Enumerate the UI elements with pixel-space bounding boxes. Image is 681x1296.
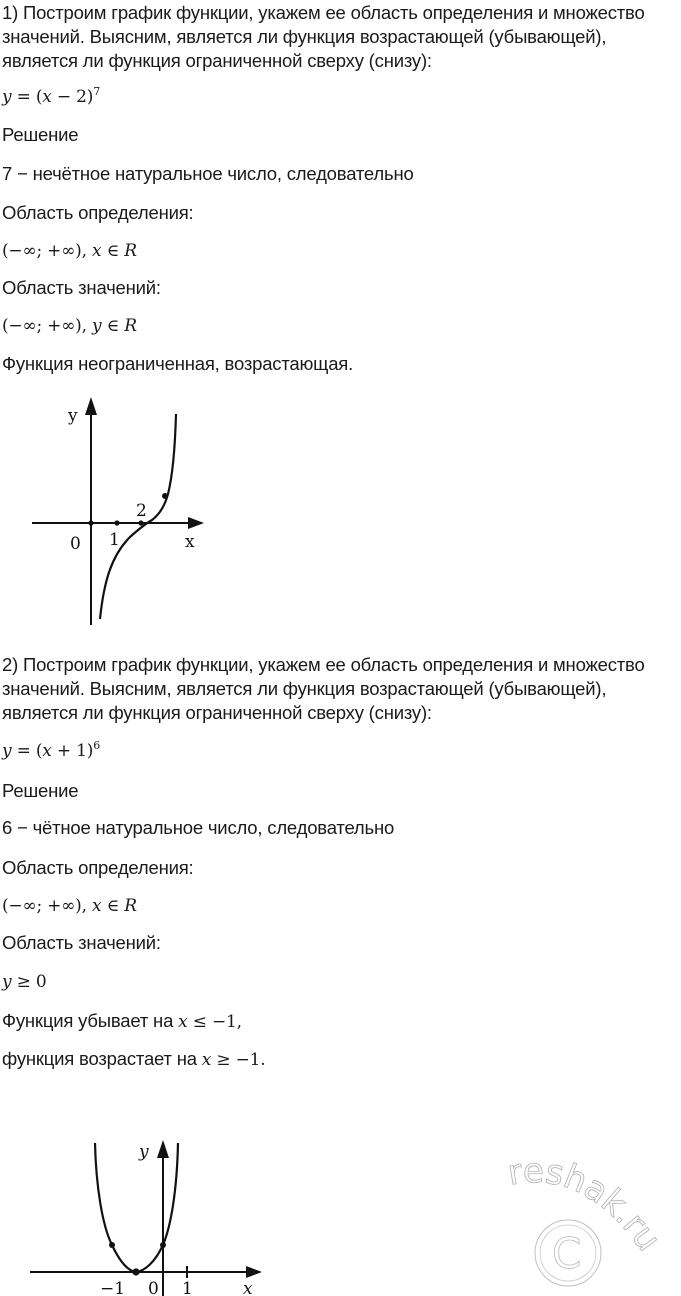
set-R: R [124, 316, 137, 336]
task2-range-label: Область значений: [2, 932, 161, 953]
formula-rest: − 2) [51, 87, 94, 107]
tick-1-label: 1 [182, 1279, 193, 1296]
formula-exponent: 6 [93, 739, 101, 752]
formula-eq: = ( [11, 741, 43, 761]
task2-intro-line-1: 2) Построим график функции, укажем ее область определения и множество [2, 654, 645, 675]
task2-intro-line-2: значений. Выясним, является ли функция возрастающей (убывающей), [2, 678, 607, 699]
x-axis-label: x [243, 1279, 253, 1296]
formula-rest: + 1) [51, 741, 94, 761]
set-R: R [124, 241, 137, 261]
interval: (−∞; +∞), [2, 316, 93, 336]
svg-text:reshak.ru [505, 1151, 669, 1258]
element-of: ∈ [101, 316, 125, 336]
curve [95, 1143, 178, 1272]
task1-intro-line-2: значений. Выясним, является ли функция возрастающей (убывающей), [2, 26, 607, 47]
task2-solution-label: Решение [2, 780, 79, 801]
y-axis-arrow-icon [157, 1140, 169, 1158]
decreasing-prefix: Функция убывает на [2, 1010, 179, 1031]
point-neg1-0 [132, 1268, 139, 1275]
x-axis-arrow-icon [246, 1266, 262, 1278]
var-y: y [2, 972, 12, 992]
decreasing-condition: ≤ −1, [187, 1012, 242, 1032]
var-x: x [201, 1050, 212, 1070]
task1-solution-label: Решение [2, 124, 79, 145]
task1-range-label: Область значений: [2, 277, 161, 298]
var-x: x [92, 241, 102, 261]
watermark-text: reshak.ru [504, 1151, 669, 1259]
range-rest: ≥ 0 [11, 972, 47, 992]
formula-y: y [2, 87, 12, 107]
increasing-condition: ≥ −1. [211, 1050, 266, 1070]
task1-parity-note: 7 − нечётное натуральное число, следовательно [2, 163, 414, 184]
tick-neg1-label: −1 [100, 1279, 126, 1296]
y-axis-label: y [68, 406, 78, 426]
task1-intro-line-3: является ли функция ограниченной сверху (снизу): [2, 50, 432, 71]
interval: (−∞; +∞), [2, 241, 93, 261]
var-y: y [92, 316, 102, 336]
var-x: x [92, 896, 102, 916]
task2-parity-note: 6 − чётное натуральное число, следовательно [2, 817, 395, 838]
task2-domain-label: Область определения: [2, 857, 194, 878]
increasing-prefix: функция возрастает на [2, 1048, 202, 1069]
tick-1-label: 1 [109, 530, 120, 550]
interval: (−∞; +∞), [2, 896, 93, 916]
y-axis-label: y [139, 1142, 149, 1162]
task1-conclusion: Функция неограниченная, возрастающая. [2, 353, 354, 374]
x-axis-label: x [185, 532, 195, 552]
set-R: R [124, 896, 137, 916]
formula-eq: = ( [11, 87, 43, 107]
var-x: x [178, 1012, 188, 1032]
origin-label: 0 [148, 1279, 159, 1296]
task1-intro-line-1: 1) Построим график функции, укажем ее область определения и множество [2, 2, 645, 23]
task2-intro-line-3: является ли функция ограниченной сверху (снизу): [2, 702, 432, 723]
element-of: ∈ [101, 896, 125, 916]
element-of: ∈ [101, 241, 125, 261]
formula-x: x [42, 741, 52, 761]
task1-domain-label: Область определения: [2, 202, 194, 223]
formula-exponent: 7 [93, 85, 101, 98]
svg-text:C: C [552, 1229, 582, 1278]
tick-2-label: 2 [136, 501, 147, 521]
formula-y: y [2, 741, 12, 761]
point-neg2-1 [109, 1242, 115, 1248]
point-0-1 [160, 1242, 166, 1248]
watermark [480, 1130, 681, 1296]
formula-x: x [42, 87, 52, 107]
origin-label: 0 [70, 534, 81, 554]
